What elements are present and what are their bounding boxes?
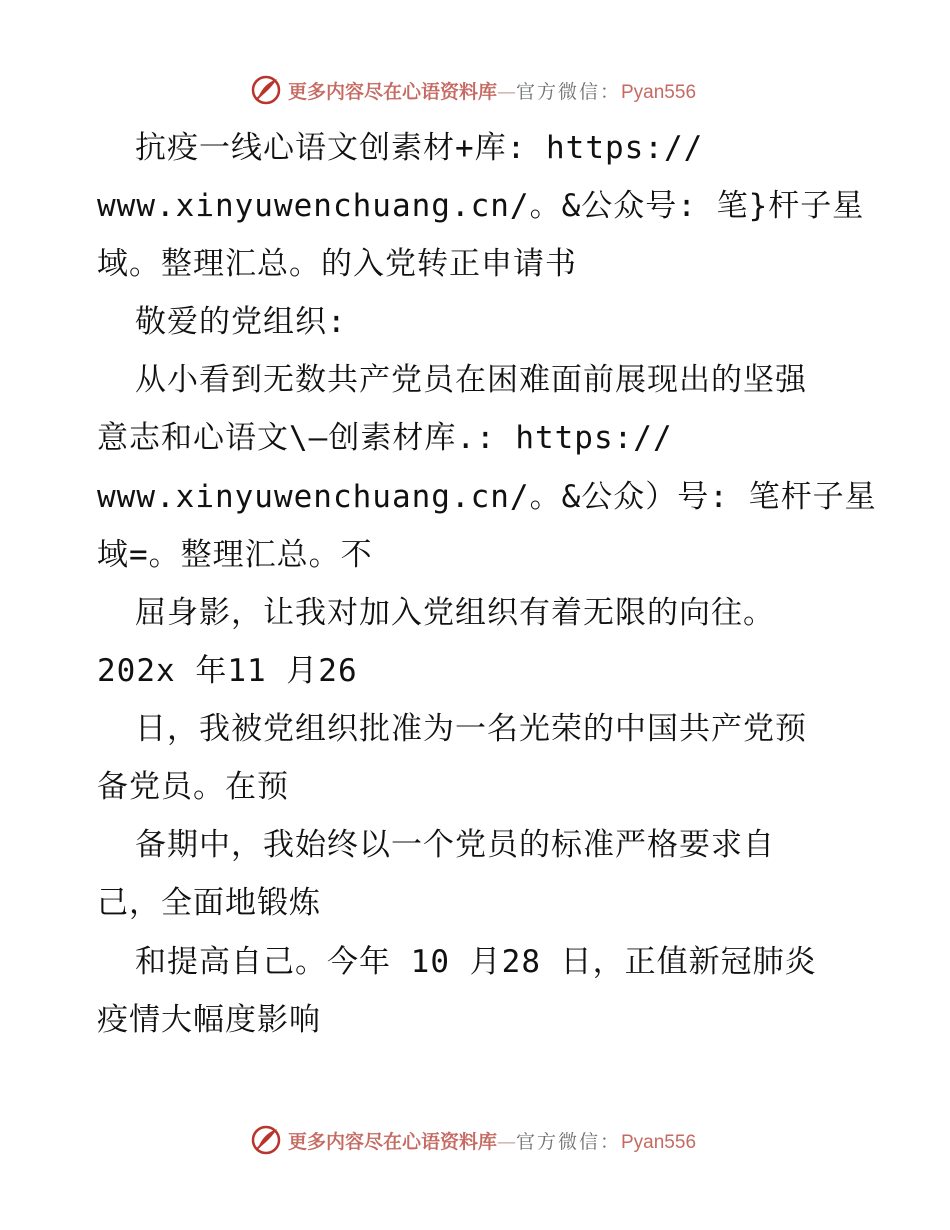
watermark-title: 更多内容尽在心语资料库 [287, 80, 497, 103]
body-line: 己，全面地锻炼 [97, 885, 321, 921]
watermark-label: 官方微信： [515, 80, 621, 103]
body-line: 日，我被党组织批准为一名光荣的中国共产党预 [135, 711, 807, 747]
body-line: 敬爱的党组织: [135, 304, 347, 340]
body-line: 备期中，我始终以一个党员的标准严格要求自 [135, 827, 775, 863]
body-line: www.xinyuwenchuang.cn/。&公众号: 笔}杆子星 [97, 188, 865, 224]
body-line: 从小看到无数共产党员在困难面前展现出的坚强 [135, 362, 807, 398]
body-line: 意志和心语文\—创素材库.: https:// [97, 420, 673, 456]
watermark-id: Pyan556 [621, 1131, 697, 1153]
watermark-id: Pyan556 [621, 81, 697, 103]
body-line: 备党员。在预 [97, 769, 289, 805]
body-line: 和提高自己。今年 10 月28 日，正值新冠肺炎 [135, 944, 817, 980]
body-line: 抗疫一线心语文创素材+库: https:// [135, 130, 704, 166]
body-line: 域=。整理汇总。不 [97, 537, 373, 573]
body-line: 屈身影，让我对加入党组织有着无限的向往。 [135, 595, 775, 631]
footer-watermark [0, 1120, 950, 1160]
body-line: www.xinyuwenchuang.cn/。&公众）号: 笔杆子星 [97, 479, 877, 515]
body-line: 疫情大幅度影响 [97, 1002, 321, 1038]
feather-seal-icon [250, 74, 282, 106]
body-line: 202x 年11 月26 [97, 653, 358, 689]
watermark-label: 官方微信： [515, 1130, 621, 1153]
header-watermark [0, 70, 950, 110]
watermark-title: 更多内容尽在心语资料库 [287, 1130, 497, 1153]
watermark-dash: — [496, 1130, 516, 1153]
watermark-dash: — [496, 80, 516, 103]
body-line: 域。整理汇总。的入党转正申请书 [97, 246, 577, 282]
feather-seal-icon [250, 1124, 282, 1156]
